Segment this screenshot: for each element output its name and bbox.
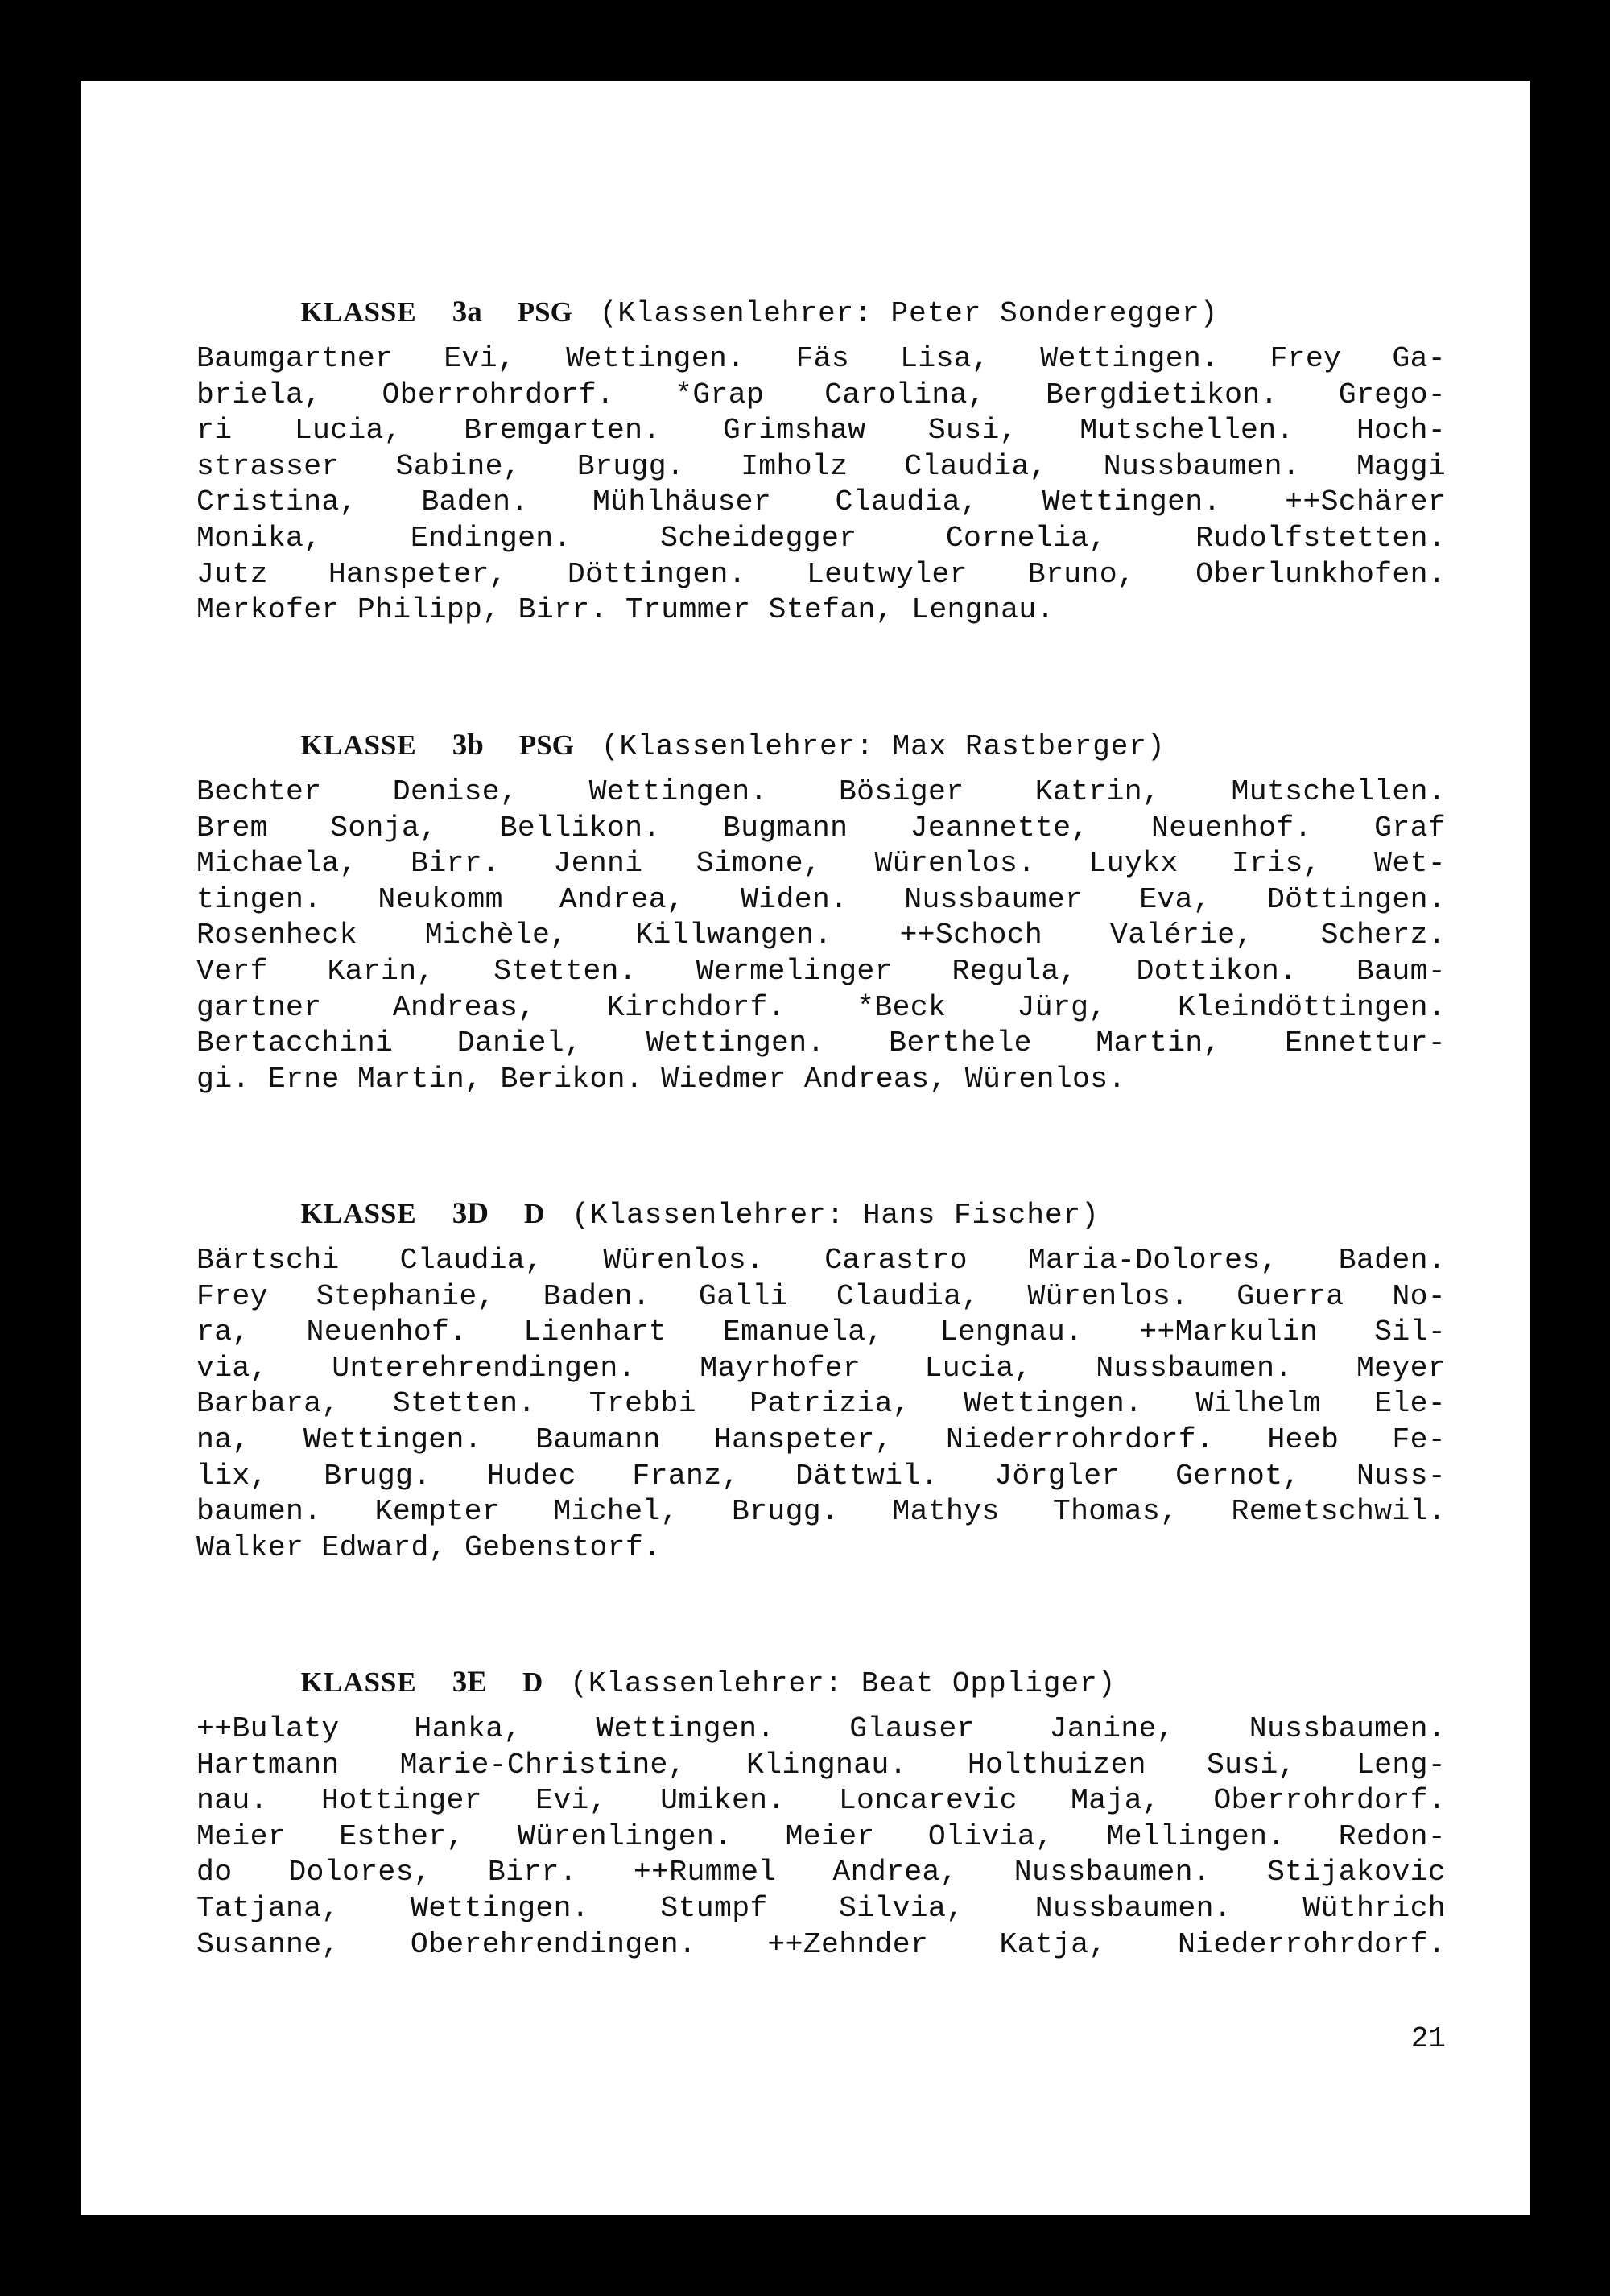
heading-type: PSG (518, 729, 574, 761)
heading-class: 3a (452, 295, 482, 328)
text-line: Tatjana, Wettingen. Stumpf Silvia, Nussbaumen. Wüthrich (196, 1891, 1446, 1925)
text-line: Baumgartner Evi, Wettingen. Fäs Lisa, Wettingen. Frey Ga- (196, 342, 1446, 375)
heading-class: 3b (452, 729, 484, 762)
text-line: Brem Sonja, Bellikon. Bugmann Jeannette, Neuenhof. Graf (196, 811, 1446, 844)
heading-type: D (523, 1198, 545, 1229)
section-3e (196, 1629, 1446, 1963)
text-line: gi. Erne Martin, Berikon. Wiedmer Andreas, Würenlos. (196, 1062, 1126, 1096)
heading-label: KLASSE (300, 1666, 417, 1698)
text-line: Walker Edward, Gebenstorf. (196, 1530, 662, 1564)
text-line: gartner Andreas, Kirchdorf. *Beck Jürg, Kleindöttingen. (196, 990, 1446, 1024)
text-line: na, Wettingen. Baumann Hanspeter, Niederrohrdorf. Heeb Fe- (196, 1423, 1446, 1456)
text-line: Susanne, Oberehrendingen. ++Zehnder Katja, Niederrohrdorf. (196, 1927, 1446, 1961)
student-list (196, 774, 1446, 1097)
section-3a (196, 259, 1446, 629)
text-line: strasser Sabine, Brugg. Imholz Claudia, Nussbaumen. Maggi (196, 449, 1446, 483)
section-heading (196, 692, 1446, 763)
section-3b (196, 692, 1446, 1097)
text-line: tingen. Neukomm Andrea, Widen. Nussbaumer Eva, Döttingen. (196, 882, 1446, 916)
text-line: Jutz Hanspeter, Döttingen. Leutwyler Bruno, Oberlunkhofen. (196, 557, 1446, 591)
text-line: Rosenheck Michèle, Killwangen. ++Schoch Valérie, Scherz. (196, 919, 1446, 952)
heading-label: KLASSE (300, 729, 417, 761)
heading-teacher: (Klassenlehrer: Hans Fischer) (572, 1199, 1100, 1232)
document-page (80, 81, 1530, 2215)
heading-class: 3E (452, 1666, 487, 1699)
text-line: ++Bulaty Hanka, Wettingen. Glauser Janine, Nussbaumen. (196, 1712, 1446, 1745)
student-list (196, 1712, 1446, 1963)
heading-type: PSG (517, 296, 572, 328)
text-line: ri Lucia, Bremgarten. Grimshaw Susi, Mutschellen. Hoch- (196, 414, 1446, 448)
page-number: 21 (1410, 2022, 1446, 2055)
text-line: Verf Karin, Stetten. Wermelinger Regula, Dottikon. Baum- (196, 954, 1446, 988)
heading-label: KLASSE (300, 1198, 417, 1229)
student-list (196, 1243, 1446, 1566)
text-line: via, Unterehrendingen. Mayrhofer Lucia, Nussbaumen. Meyer (196, 1351, 1446, 1385)
text-line: Merkofer Philipp, Birr. Trummer Stefan, Lengnau. (196, 593, 1055, 627)
text-line: Hartmann Marie-Christine, Klingnau. Holthuizen Susi, Leng- (196, 1748, 1446, 1782)
text-line: briela, Oberrohrdorf. *Grap Carolina, Bergdietikon. Grego- (196, 378, 1446, 411)
section-heading (196, 1629, 1446, 1700)
text-line: Bertacchini Daniel, Wettingen. Berthele Martin, Ennettur- (196, 1026, 1446, 1060)
text-line: Bechter Denise, Wettingen. Bösiger Katrin, Mutschellen. (196, 775, 1446, 808)
text-line: baumen. Kempter Michel, Brugg. Mathys Thomas, Remetschwil. (196, 1495, 1446, 1529)
heading-class: 3D (452, 1197, 489, 1230)
text-line: Bärtschi Claudia, Würenlos. Carastro Maria-Dolores, Baden. (196, 1244, 1446, 1277)
text-line: Monika, Endingen. Scheidegger Cornelia, Rudolfstetten. (196, 521, 1446, 555)
text-line: Michaela, Birr. Jenni Simone, Würenlos. Luykx Iris, Wet- (196, 847, 1446, 881)
section-heading (196, 259, 1446, 330)
text-line: Cristina, Baden. Mühlhäuser Claudia, Wettingen. ++Schärer (196, 485, 1446, 519)
student-list (196, 341, 1446, 629)
text-line: Frey Stephanie, Baden. Galli Claudia, Würenlos. Guerra No- (196, 1279, 1446, 1313)
text-line: Barbara, Stetten. Trebbi Patrizia, Wettingen. Wilhelm Ele- (196, 1387, 1446, 1421)
heading-teacher: (Klassenlehrer: Peter Sonderegger) (599, 297, 1219, 330)
text-line: lix, Brugg. Hudec Franz, Dättwil. Jörgler Gernot, Nuss- (196, 1459, 1446, 1493)
heading-type: D (522, 1666, 543, 1698)
heading-label: KLASSE (300, 296, 417, 328)
text-line: do Dolores, Birr. ++Rummel Andrea, Nussbaumen. Stijakovic (196, 1856, 1446, 1889)
section-3d (196, 1161, 1446, 1566)
heading-teacher: (Klassenlehrer: Beat Oppliger) (570, 1667, 1117, 1700)
text-line: Meier Esther, Würenlingen. Meier Olivia, Mellingen. Redon- (196, 1819, 1446, 1853)
text-line: ra, Neuenhof. Lienhart Emanuela, Lengnau. ++Markulin Sil- (196, 1315, 1446, 1349)
text-line: nau. Hottinger Evi, Umiken. Loncarevic Maja, Oberrohrdorf. (196, 1784, 1446, 1818)
heading-teacher: (Klassenlehrer: Max Rastberger) (601, 730, 1166, 763)
section-heading (196, 1161, 1446, 1232)
